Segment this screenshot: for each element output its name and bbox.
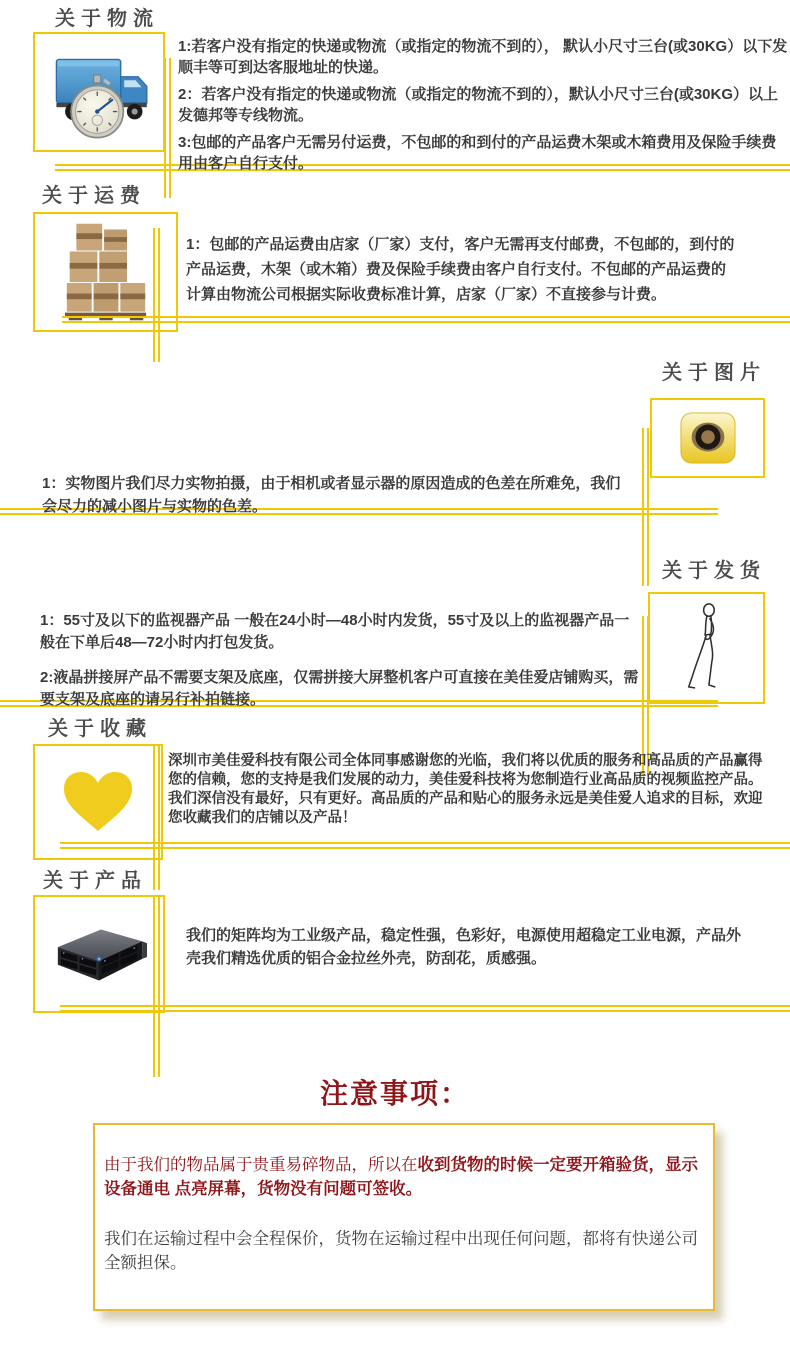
- logistics-text: [178, 36, 788, 180]
- notice-p1-normal: 由于我们的物品属于贵重易碎物品，所以在: [104, 1156, 418, 1174]
- pictures-item-1: 1：实物图片我们尽力实物拍摄，由于相机或者显示器的原因造成的色差在所难免，我们会尽力的减小图片与实物的色差。: [42, 475, 621, 515]
- freight-text: [186, 232, 736, 313]
- shipping-item-2: 2:液晶拼接屏产品不需要支架及底座，仅需拼接大屏整机客户可直接在美佳爱店铺购买，需要支架及底座的请另行补拍链接。: [40, 669, 639, 708]
- section-heading-products: 关于产品: [43, 870, 147, 892]
- products-icon-box: [33, 895, 165, 1013]
- divider-line-horizontal: [62, 316, 790, 323]
- logistics-item-1: 1:若客户没有指定的快递或物流（或指定的物流不到的）， 默认小尺寸三台(或30KG）以下发顺丰等可到达客服地址的快递。: [178, 38, 788, 76]
- products-text: [186, 924, 754, 976]
- cargo-boxes-icon: [63, 220, 149, 324]
- shipping-item-1: 1：55寸及以下的监视器产品 一般在24小时—48小时内发货，55寸及以上的监视器产品一般在下单后48—72小时内打包发货。: [40, 612, 630, 651]
- divider-line-horizontal: [60, 1005, 790, 1012]
- favorites-item-1: 深圳市美佳爱科技有限公司全体同事感谢您的光临，我们将以优质的服务和高品质的产品赢得您的信赖，您的支持是我们发展的动力，美佳爱科技将为您制造行业高品质的视频监控产品。我们深信没有最好，只有更好。高品质的产品和贴心的服务永远是美佳爱人追求的目标，欢迎您收藏我们的店铺以及产品！: [168, 753, 763, 826]
- shipping-text: [40, 610, 640, 724]
- camera-icon: [679, 411, 737, 465]
- notice-box: [93, 1123, 715, 1311]
- notice-p1-bold: 收到货物的时候一定要开箱验货，显示设备通电 点亮屏幕，货物没有问题可签收。: [104, 1156, 698, 1198]
- freight-item-1: 1：包邮的产品运费由店家（厂家）支付，客户无需再支付邮费，不包邮的，到付的产品运费，木架（或木箱）费及保险手续费由客户自行支付。不包邮的产品运费的计算由物流公司根据实际收费标准计算，店家（厂家）不直接参与计费。: [186, 236, 735, 303]
- section-heading-freight: 关于运费: [42, 185, 146, 207]
- divider-line-vertical: [153, 745, 160, 890]
- divider-line-vertical: [153, 228, 160, 362]
- truck-stopwatch-icon: [41, 42, 157, 142]
- notice-heading: 注意事项：: [319, 1079, 470, 1110]
- logistics-item-2: 2：若客户没有指定的快递或物流（或指定的物流不到的），默认小尺寸三台(或30KG）以上发德邦等专线物流。: [178, 86, 779, 124]
- pictures-text: [42, 472, 634, 524]
- divider-line-vertical: [164, 58, 171, 198]
- logistics-icon-box: [33, 32, 165, 152]
- walking-person-icon: [683, 601, 731, 695]
- section-heading-favorites: 关于收藏: [48, 718, 152, 740]
- shipping-icon-box: [648, 592, 765, 704]
- section-heading-pictures: 关于图片: [662, 362, 766, 384]
- section-heading-shipping: 关于发货: [662, 560, 766, 582]
- logistics-item-3: 3:包邮的产品客户无需另付运费，不包邮的和到付的产品运费木架或木箱费用及保险手续费用由客户自行支付。: [178, 134, 777, 172]
- section-heading-logistics: 关于物流: [55, 8, 159, 30]
- notice-paragraph-2: 我们在运输过程中会全程保价，货物在运输过程中出现任何问题，都将有快递公司全额担保。: [104, 1230, 698, 1272]
- matrix-device-icon: [50, 922, 148, 986]
- divider-line-vertical: [642, 428, 649, 586]
- notice-paragraph-1: [104, 1153, 703, 1201]
- divider-line-vertical: [153, 895, 160, 1077]
- divider-line-horizontal: [60, 842, 790, 849]
- favorites-text: [168, 752, 768, 834]
- products-item-1: 我们的矩阵均为工业级产品，稳定性强，色彩好，电源使用超稳定工业电源，产品外壳我们精选优质的铝合金拉丝外壳，防刮花，质感强。: [186, 927, 742, 967]
- pictures-icon-box: [650, 398, 765, 478]
- heart-icon: [62, 771, 134, 833]
